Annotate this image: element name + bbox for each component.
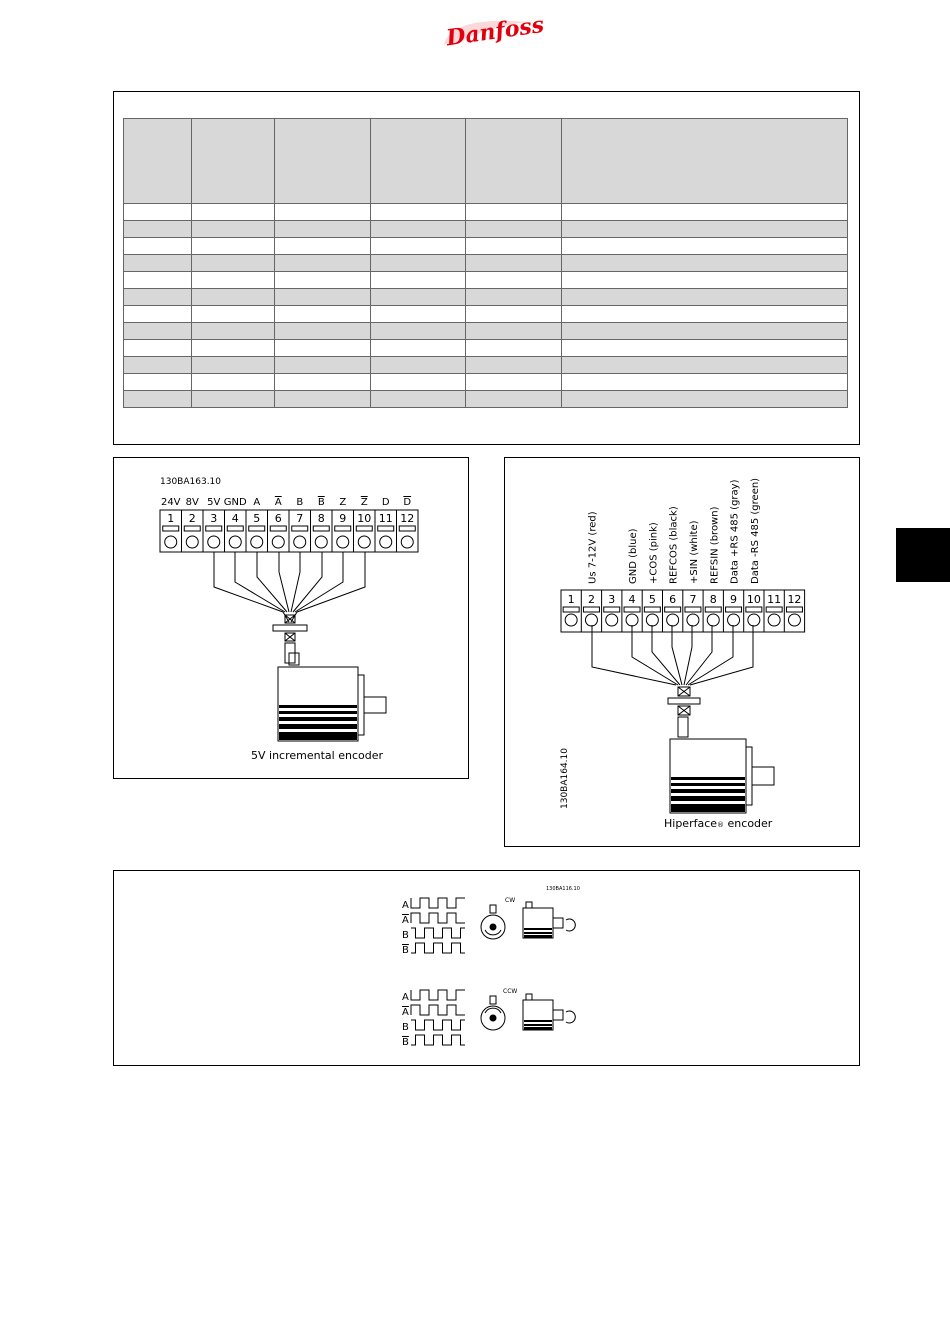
svg-text:Danfoss: Danfoss — [444, 11, 546, 52]
signal-label: D — [403, 497, 412, 508]
signal-label: Us 7-12V (red) — [587, 511, 599, 584]
waveform-label: B — [402, 945, 409, 956]
pin-number: 12 — [400, 512, 415, 525]
signal-label: Z — [360, 497, 368, 508]
pin-number: 4 — [628, 593, 636, 606]
signal-label: 8V — [185, 497, 199, 508]
table-row — [124, 221, 848, 238]
pin-number: 8 — [709, 593, 717, 606]
signal-label: GND — [223, 497, 247, 508]
signal-label: +SIN (white) — [688, 520, 700, 584]
pin-number: 6 — [274, 512, 282, 525]
signal-label: REFSIN (brown) — [709, 506, 721, 584]
table-row — [124, 255, 848, 272]
incremental-encoder-diagram — [113, 457, 469, 779]
direction-diagram — [113, 870, 860, 1066]
waveform-label: B — [402, 930, 409, 941]
pin-number: 11 — [378, 512, 393, 525]
table-header-row — [124, 119, 848, 204]
pin-number: 2 — [587, 593, 595, 606]
waveform — [411, 990, 465, 1000]
diagram-code: 130BA163.10 — [160, 477, 222, 487]
pin-number: 8 — [317, 512, 325, 525]
encoder-pin-table — [123, 118, 848, 408]
waveform-label: B — [402, 1022, 409, 1033]
table-row — [124, 289, 848, 306]
pin-number: 5 — [253, 512, 261, 525]
signal-label: Data +RS 485 (gray) — [729, 479, 741, 584]
signal-label: B — [317, 497, 325, 508]
table-row — [124, 374, 848, 391]
waveform — [411, 898, 465, 908]
pin-number: 2 — [188, 512, 196, 525]
pin-number: 7 — [296, 512, 304, 525]
diagram-code: 130BA164.10 — [560, 747, 570, 809]
waveform-label: A — [402, 1007, 409, 1018]
waveform — [411, 928, 465, 938]
signal-label: Data -RS 485 (green) — [749, 477, 761, 584]
table-row — [124, 204, 848, 221]
waveform — [411, 913, 465, 923]
signal-label: GND (blue) — [628, 528, 640, 584]
pin-number: 5 — [648, 593, 656, 606]
signal-label: +COS (pink) — [648, 522, 660, 584]
waveform — [411, 1005, 465, 1015]
waveform-label: A — [402, 915, 409, 926]
pin-number: 1 — [167, 512, 175, 525]
ccw-label: CCW — [503, 988, 518, 995]
table-row — [124, 357, 848, 374]
waveform — [411, 1035, 465, 1045]
danfoss-logo — [440, 11, 546, 52]
signal-label: B — [296, 497, 304, 508]
pin-number: 3 — [608, 593, 616, 606]
pin-number: 9 — [339, 512, 347, 525]
pin-number: 9 — [730, 593, 738, 606]
chapter-tab — [896, 528, 950, 582]
diagram-code: 130BA116.10 — [546, 886, 580, 892]
waveform-label: B — [402, 1037, 409, 1048]
waveform — [411, 943, 465, 953]
incremental-caption: 5V incremental encoder — [251, 749, 383, 762]
pin-number: 1 — [567, 593, 575, 606]
signal-label: 5V — [207, 497, 221, 508]
table-row — [124, 306, 848, 323]
waveform-label: A — [402, 992, 409, 1003]
pin-number: 10 — [746, 593, 761, 606]
cw-label: CW — [505, 897, 516, 904]
pin-number: 10 — [357, 512, 372, 525]
signal-label: A — [253, 497, 261, 508]
pin-number: 4 — [231, 512, 239, 525]
table-row — [124, 391, 848, 408]
pin-number: 11 — [767, 593, 782, 606]
signal-label: A — [274, 497, 282, 508]
signal-label: REFCOS (black) — [668, 506, 680, 584]
waveform-label: A — [402, 900, 409, 911]
waveform — [411, 1020, 465, 1030]
table-row — [124, 323, 848, 340]
pin-number: 12 — [787, 593, 802, 606]
signal-label: D — [381, 497, 390, 508]
table-row — [124, 272, 848, 289]
table-row — [124, 340, 848, 357]
signal-label: 24V — [160, 497, 181, 508]
pin-number: 3 — [210, 512, 218, 525]
signal-label: Z — [339, 497, 347, 508]
pin-number: 7 — [689, 593, 697, 606]
pin-number: 6 — [669, 593, 677, 606]
hiperface-encoder-diagram — [504, 457, 860, 847]
table-row — [124, 238, 848, 255]
hiperface-caption: Hiperface® encoder — [664, 817, 773, 830]
